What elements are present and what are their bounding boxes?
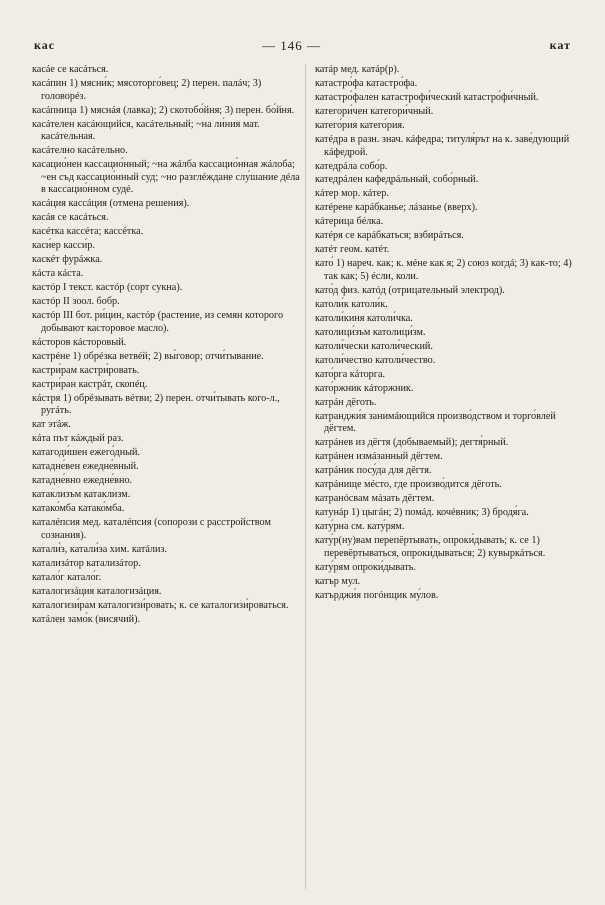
entry: катастро́фален катастрофи́ческий катастро́фи́чный. (315, 91, 539, 103)
entry: католи́киня католи́чка. (315, 312, 413, 324)
entry: катадне́вен ежедне́вный. (32, 461, 139, 473)
entry: катализáтор катализáтор. (32, 557, 141, 569)
entry: кату́рям опроки́дывать. (315, 561, 416, 573)
entry: като́рга кáторга. (315, 368, 386, 380)
entry: като́д физ. катóд (отрицательный электрод). (315, 284, 505, 296)
entry: катего́рия катего́рия. (315, 119, 405, 131)
entry: каталéпсия мед. каталéпсия (сопорози с расстройством сознания). (32, 517, 271, 541)
entry: катедрáла собо́р. (315, 160, 388, 172)
entry: катéдра в разн. знач. кáфедра; титуля́рът на к. заве́дующий кáфедрой. (315, 133, 570, 158)
entry: каскéт фурáжка. (32, 254, 103, 266)
entry: катали́з, катали́за хим. катáлиз. (32, 543, 167, 555)
header-left-guide-word: кас (34, 38, 56, 52)
entry: каталогизи́рам каталогизи́ровать; к. се каталогизи́роваться. (32, 599, 289, 611)
entry: кастóр II зоол. бобр. (32, 296, 120, 308)
entry: катадне́вно ежедне́вно. (32, 475, 133, 487)
entry: катранджи́я занимáющийся произво́дством и торго́влей дёгтем. (315, 410, 556, 435)
left-column (32, 64, 304, 628)
entry: кáстря 1) обрéзывать вéтви; 2) перен. отчи́тывать кого-л., ругáть. (32, 392, 280, 417)
entry: касáе се касáться. (32, 64, 109, 75)
entry: катрáнев из дёгтя (добываемый); дегтя́рный. (315, 437, 509, 449)
entry: касáция кассáция (отмена решения). (32, 198, 190, 210)
entry: кáтерица бéлка. (315, 216, 384, 228)
entry: кату́р(ну)вам перепёртывать, опроки́дывать; к. се 1) перевёртываться, опроки́дываться; 2) кувыркáться. (315, 535, 546, 559)
entry: катéрене карáбканье; лáзанье (вверх). (315, 202, 478, 214)
entry: катако́мба катако́мба. (32, 503, 125, 515)
entry: касáпница 1) мяснáя (лавка); 2) скотобо́йня; 3) перен. бо́йня. (32, 104, 295, 116)
entry: кáсторов кáсторовый. (32, 336, 127, 348)
entry: катало́г катало́г. (32, 571, 102, 583)
entry: катунáр 1) цыгáн; 2) помáд. кочéвник; 3) бродя́га. (315, 507, 529, 519)
entry: категори́чен категори́чный. (315, 105, 434, 117)
entry: касáпин 1) мясни́к; мясоторго́вец; 2) перен. палáч; 3) головорéз. (32, 77, 262, 102)
entry: катéря се карáбкаться; взбирáться. (315, 230, 464, 242)
entry: катедрáлен кафедрáльный, собо́рный. (315, 174, 479, 186)
entry: кат этáж. (32, 419, 71, 431)
entry: кáста кáста. (32, 268, 84, 280)
entry: като́ 1) нареч. как; к. мéне как я; 2) союз когдá; 3) как-то; 4) так как; 5) éсли, коли. (315, 258, 572, 282)
entry: катрáн дёготь. (315, 396, 377, 408)
entry: кастóр I текст. кастóр (сорт сукна). (32, 282, 183, 294)
entry: катéт геом. катéт. (315, 244, 390, 256)
entry: кастри́рам кастри́ровать. (32, 364, 140, 376)
entry: каси́ер касси́р. (32, 240, 95, 252)
entry: кастри́ран кастрáт, скопéц. (32, 378, 148, 390)
entry: катранóсвам мáзать дёгтем. (315, 493, 435, 505)
column-divider (305, 64, 306, 889)
entry: катрáнен измáзанный дёгтем. (315, 451, 443, 463)
entry: кáта път кáждый раз. (32, 433, 124, 445)
entry: кату́рна см. кату́рям. (315, 521, 405, 533)
header-right-guide-word: кат (549, 38, 571, 52)
entry: касáя се касáться. (32, 212, 109, 224)
entry: катаклизъм катаклизм. (32, 489, 131, 501)
entry: католи́чество католи́чество. (315, 354, 436, 366)
entry: като́ржник кáторжник. (315, 382, 414, 394)
entry: катáлен замо́к (висячий). (32, 613, 141, 625)
page-number: — 146 — (262, 38, 321, 53)
entry: катрáнище мéсто, где произво́дится дёготь. (315, 479, 502, 491)
entry: кастрéне 1) обрéзка ветвéй; 2) вы́говор; отчи́тывание. (32, 350, 264, 362)
entry: катáр мед. катáр(р). (315, 64, 400, 75)
right-column (315, 64, 587, 604)
entry: кáтер мор. кáтер. (315, 188, 389, 200)
entry: катагоди́шен ежего́дный. (32, 447, 141, 459)
entry: католици́зъм католици́зм. (315, 326, 426, 338)
entry: католи́чески католи́ческий. (315, 340, 433, 352)
entry: касéтка кассéта; кассéтка. (32, 226, 144, 238)
entry: катър мул. (315, 575, 361, 587)
entry: катрáник посу́да для дёгтя. (315, 465, 432, 477)
entry: катастро́фа катастро́фа. (315, 77, 418, 89)
entry: кастóр III бот. ри́цин, кастóр (растение, из семян которого добывают касторовое масло). (32, 310, 284, 334)
entry: католи́к католи́к. (315, 298, 388, 310)
entry: касацио́нен кассацио́нный; ~на жáлба кассацио́нная жáлоба; ~ен съд кассацио́нный суд; ~но разглéждане слу́шание дéла в кассацио́нном судé. (32, 159, 300, 196)
entry: катърджи́я погóнщик му́лов. (315, 589, 439, 601)
entry: каталогизáция каталогизáция. (32, 585, 162, 597)
entry: касáтелно касáтельно. (32, 145, 128, 157)
entry: касáтелен касáющийся, касáтельный; ~на ли́ния мат. касáтельная. (32, 118, 260, 143)
